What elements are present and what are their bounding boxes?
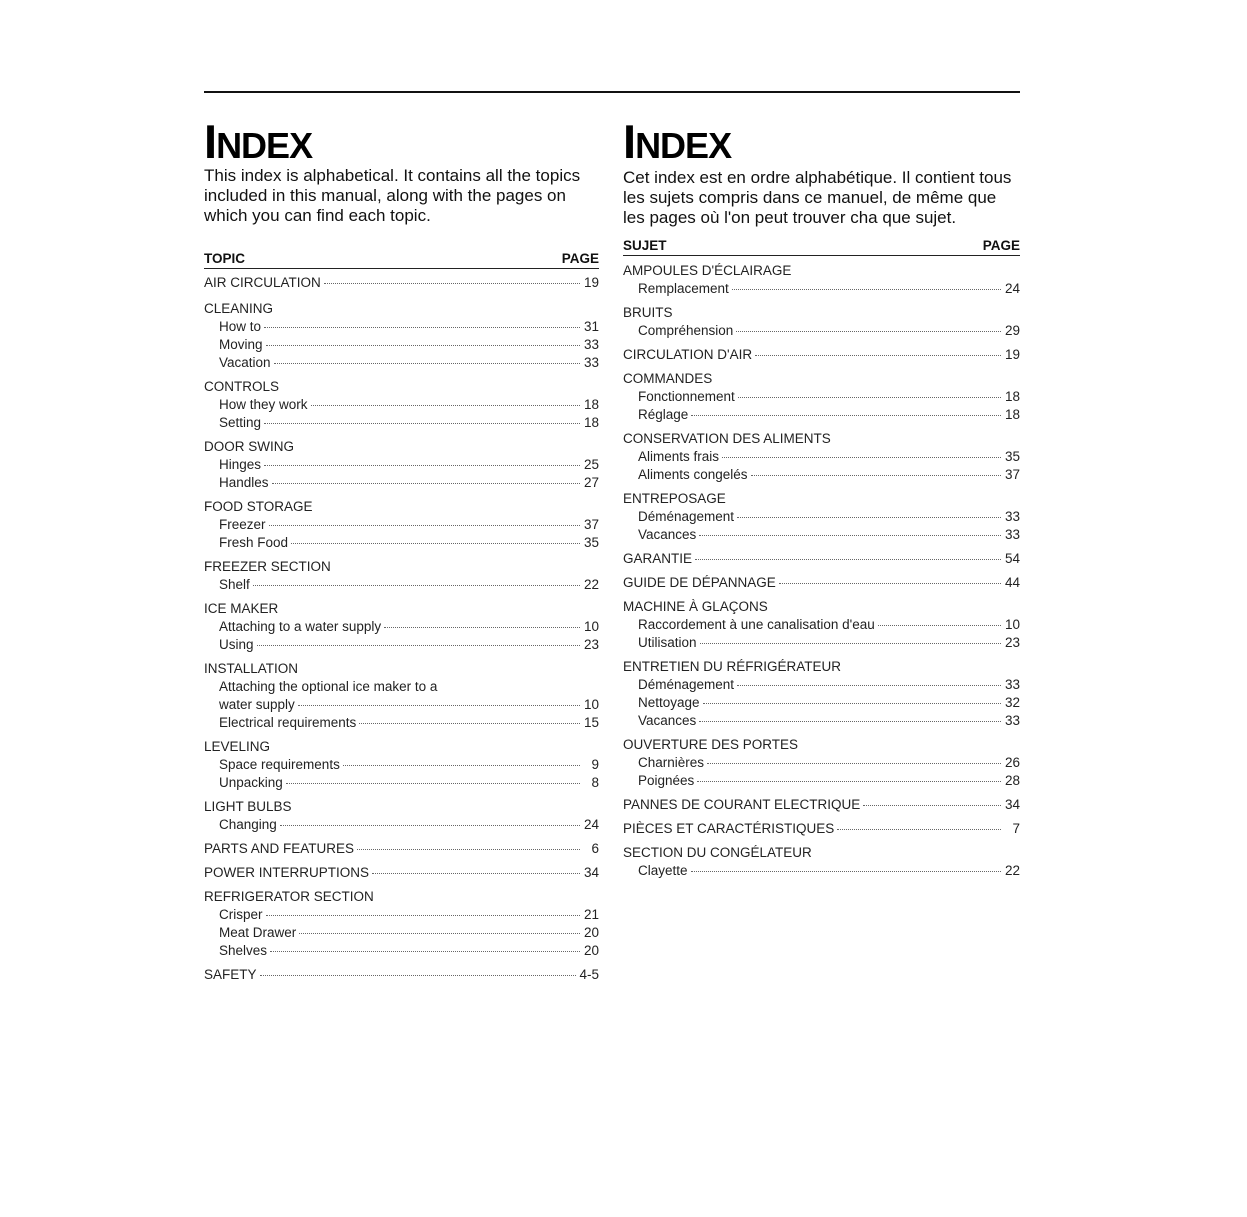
dot-leader [270,951,580,952]
index-entry [204,600,599,654]
entry-label: Fonctionnement [638,389,735,404]
index-intro: This index is alphabetical. It contains all the topics included in this manual, along with the pages on which you can find each topic. [204,166,581,225]
entry-label: SAFETY [204,967,257,982]
entry-label: CIRCULATION D'AIR [623,347,753,362]
index-topic-row [204,864,599,882]
entry-label: SECTION DU CONGÉLATEUR [623,845,812,860]
index-topic-row [204,840,599,858]
entry-label: Utilisation [638,635,697,650]
english-index-column [204,108,599,990]
index-subtopic-row [623,448,1020,466]
index-subtopic-row [623,388,1020,406]
entry-label: Changing [219,817,277,832]
index-entry [623,598,1020,652]
index-topic-row [204,378,599,396]
index-subtopic-row [204,456,599,474]
page-number: 33 [1004,509,1020,524]
page-number: 33 [583,355,599,370]
dot-leader [736,331,1001,332]
dot-leader [384,627,580,628]
dot-leader [343,765,580,766]
top-divider-rule [204,91,1020,93]
index-subtopic-row [204,774,599,792]
entry-label: REFRIGERATOR SECTION [204,889,374,904]
index-entry [204,300,599,372]
index-subtopic-row [204,618,599,636]
index-topic-row [623,490,1020,508]
index-entry [623,658,1020,730]
page-number: 4-5 [579,967,599,982]
index-topic-row [204,738,599,756]
entry-label: Fresh Food [219,535,289,550]
dot-leader [372,873,580,874]
dot-leader [700,643,1001,644]
index-topic-row [204,966,599,984]
topic-column-label: TOPIC [204,251,246,266]
entry-label: Vacances [638,527,697,542]
page-number: 24 [583,817,599,832]
index-topic-row [623,262,1020,280]
dot-leader [357,849,580,850]
dot-leader [751,475,1001,476]
entry-label: Attaching the optional ice maker to a [219,679,438,694]
index-topic-row [623,370,1020,388]
page-number: 19 [583,275,599,290]
dot-leader [264,423,580,424]
index-entry [204,798,599,834]
entry-label: CONTROLS [204,379,280,394]
page-number: 33 [583,337,599,352]
dot-leader [691,415,1001,416]
entry-label: ENTREPOSAGE [623,491,726,506]
entry-label: Nettoyage [638,695,700,710]
page-number: 27 [583,475,599,490]
page-number: 25 [583,457,599,472]
index-title [623,108,1020,168]
index-subtopic-row [623,712,1020,730]
column-header [204,251,599,269]
entry-label: How to [219,319,262,334]
dot-leader [863,805,1001,806]
entry-label: Compréhension [638,323,734,338]
page-column-label: PAGE [982,238,1020,253]
index-entry [623,796,1020,814]
index-entries [204,274,599,984]
index-subtopic-row [204,906,599,924]
index-subtopic-row [623,694,1020,712]
dot-leader [691,871,1001,872]
index-subtopic-row [623,526,1020,544]
index-entry [204,378,599,432]
index-entry [204,274,599,292]
index-topic-row [204,660,599,678]
entry-label: ICE MAKER [204,601,279,616]
index-topic-row [204,558,599,576]
page-number: 44 [1004,575,1020,590]
index-subtopic-row [204,576,599,594]
index-subtopic-row [623,406,1020,424]
index-topic-row [623,346,1020,364]
dot-leader [280,825,580,826]
page-number: 23 [583,637,599,652]
dot-leader [837,829,1001,830]
page-number: 24 [1004,281,1020,296]
entry-label: Space requirements [219,757,340,772]
page-number: 20 [583,943,599,958]
index-entry [204,864,599,882]
page-number: 10 [1004,617,1020,632]
entry-label: FOOD STORAGE [204,499,313,514]
dot-leader [274,363,580,364]
index-subtopic-row [623,508,1020,526]
page-column-label: PAGE [561,251,599,266]
entry-label: Attaching to a water supply [219,619,382,634]
entry-label: water supply [219,697,295,712]
page-number: 33 [1004,527,1020,542]
entry-label: COMMANDES [623,371,713,386]
entry-label: INSTALLATION [204,661,299,676]
entry-label: CLEANING [204,301,274,316]
index-subtopic-row [623,754,1020,772]
dot-leader [269,525,580,526]
index-subtopic-row [204,414,599,432]
page-number: 8 [591,775,599,790]
entry-label: Vacances [638,713,697,728]
entry-label: Charnières [638,755,705,770]
index-topic-row [623,574,1020,592]
dot-leader [253,585,580,586]
entry-label: Déménagement [638,509,735,524]
dot-leader [755,355,1001,356]
index-entry [623,490,1020,544]
entry-label: OUVERTURE DES PORTES [623,737,799,752]
index-entry [204,888,599,960]
page-number: 26 [1004,755,1020,770]
index-entry [204,498,599,552]
entry-label: Remplacement [638,281,729,296]
index-subtopic-row [204,534,599,552]
page-number: 9 [591,757,599,772]
index-subtopic-row [623,772,1020,790]
dot-leader [732,289,1001,290]
entry-label: Using [219,637,254,652]
entry-label: Electrical requirements [219,715,357,730]
entry-label: Shelves [219,943,268,958]
index-entries [623,262,1020,880]
entry-label: LIGHT BULBS [204,799,292,814]
entry-label: MACHINE À GLAÇONS [623,599,768,614]
page-number: 18 [583,415,599,430]
index-topic-row [623,658,1020,676]
entry-label: Réglage [638,407,689,422]
entry-label: POWER INTERRUPTIONS [204,865,370,880]
dot-leader [311,405,580,406]
dot-leader [286,783,580,784]
index-subtopic-row [204,318,599,336]
entry-label: AMPOULES D'ÉCLAIRAGE [623,263,792,278]
page-number: 20 [583,925,599,940]
entry-label: Meat Drawer [219,925,297,940]
page-number: 28 [1004,773,1020,788]
index-topic-row [204,888,599,906]
dot-leader [697,781,1001,782]
index-topic-row [623,598,1020,616]
index-subtopic-row [204,396,599,414]
page-number: 31 [583,319,599,334]
index-subtopic-row [204,696,599,714]
index-entry [623,574,1020,592]
index-subtopic-row [204,516,599,534]
dot-leader [737,685,1001,686]
index-title-rest: NDEX [635,125,732,166]
entry-label: How they work [219,397,308,412]
entry-label: Raccordement à une canalisation d'eau [638,617,875,632]
dot-leader [695,559,1001,560]
index-subtopic-row [204,816,599,834]
index-topic-row [623,844,1020,862]
index-title-rest: NDEX [216,125,313,166]
index-topic-row [623,430,1020,448]
entry-label: GARANTIE [623,551,693,566]
index-entry [204,966,599,984]
dot-leader [264,465,580,466]
index-entry [623,262,1020,298]
index-topic-row [623,820,1020,838]
index-subtopic-row [623,862,1020,880]
index-subtopic-row [623,634,1020,652]
page-number: 22 [1004,863,1020,878]
index-topic-row [623,736,1020,754]
dot-leader [266,345,580,346]
index-entry [204,438,599,492]
index-topic-row [204,798,599,816]
page-number: 7 [1012,821,1020,836]
column-header [623,238,1020,256]
dot-leader [299,933,580,934]
page-number: 33 [1004,713,1020,728]
page-number: 37 [1004,467,1020,482]
entry-label: Freezer [219,517,266,532]
index-entry [204,840,599,858]
entry-label: GUIDE DE DÉPANNAGE [623,575,776,590]
index-intro: Cet index est en ordre alphabétique. Il contient tous les sujets compris dans ce manuel, de même que les pages où l'on peut trouver cha que sujet. [623,168,1012,227]
dot-leader [291,543,580,544]
page-number: 35 [583,535,599,550]
dot-leader [737,517,1001,518]
dot-leader [699,721,1001,722]
entry-label: LEVELING [204,739,271,754]
page-number: 21 [583,907,599,922]
index-subtopic-row [623,466,1020,484]
index-subtopic-row [623,322,1020,340]
index-subtopic-row [204,942,599,960]
index-entry [204,660,599,732]
dot-leader [266,915,580,916]
entry-label: Aliments congelés [638,467,748,482]
index-subtopic-row [623,616,1020,634]
index-topic-row [204,600,599,618]
index-entry [623,370,1020,424]
index-subtopic-row [623,676,1020,694]
page-number: 6 [591,841,599,856]
index-subtopic-row [204,678,599,696]
index-topic-row [204,274,599,292]
dot-leader [699,535,1001,536]
entry-label: DOOR SWING [204,439,294,454]
index-title-initial: I [204,115,217,168]
index-subtopic-row [204,714,599,732]
index-topic-row [204,300,599,318]
entry-label: Unpacking [219,775,283,790]
entry-label: Clayette [638,863,688,878]
index-subtopic-row [204,756,599,774]
dot-leader [272,483,580,484]
page-number: 33 [1004,677,1020,692]
page-number: 54 [1004,551,1020,566]
entry-label: PIÈCES ET CARACTÉRISTIQUES [623,821,835,836]
dot-leader [359,723,580,724]
dot-leader [264,327,580,328]
index-entry [623,346,1020,364]
dot-leader [324,283,580,284]
dot-leader [260,975,577,976]
page-number: 34 [583,865,599,880]
french-index-column [623,108,1020,886]
page-number: 18 [1004,407,1020,422]
page-number: 10 [583,697,599,712]
entry-label: PANNES DE COURANT ELECTRIQUE [623,797,861,812]
index-entry [623,304,1020,340]
index-title-initial: I [623,115,636,168]
index-subtopic-row [204,924,599,942]
index-entry [623,736,1020,790]
entry-label: CONSERVATION DES ALIMENTS [623,431,831,446]
index-subtopic-row [204,354,599,372]
index-entry [623,430,1020,484]
page-number: 29 [1004,323,1020,338]
index-title [204,108,599,168]
topic-column-label: SUJET [623,238,667,253]
entry-label: Déménagement [638,677,735,692]
entry-label: FREEZER SECTION [204,559,331,574]
index-entry [204,738,599,792]
entry-label: Poignées [638,773,695,788]
page-number: 15 [583,715,599,730]
page-number: 19 [1004,347,1020,362]
index-subtopic-row [623,280,1020,298]
index-topic-row [623,796,1020,814]
entry-label: Setting [219,415,262,430]
page-number: 34 [1004,797,1020,812]
entry-label: AIR CIRCULATION [204,275,321,290]
dot-leader [722,457,1001,458]
index-subtopic-row [204,636,599,654]
index-entry [623,550,1020,568]
page-number: 35 [1004,449,1020,464]
dot-leader [878,625,1001,626]
page-number: 32 [1004,695,1020,710]
page-number: 18 [1004,389,1020,404]
page-number: 10 [583,619,599,634]
page-number: 37 [583,517,599,532]
entry-label: Vacation [219,355,271,370]
page-number: 22 [583,577,599,592]
page-number: 18 [583,397,599,412]
entry-label: PARTS AND FEATURES [204,841,355,856]
entry-label: Crisper [219,907,263,922]
index-topic-row [204,498,599,516]
entry-label: Hinges [219,457,262,472]
dot-leader [703,703,1001,704]
dot-leader [257,645,580,646]
entry-label: Handles [219,475,269,490]
index-topic-row [204,438,599,456]
dot-leader [707,763,1001,764]
index-topic-row [623,304,1020,322]
dot-leader [779,583,1001,584]
index-subtopic-row [204,474,599,492]
entry-label: Aliments frais [638,449,720,464]
entry-label: Shelf [219,577,250,592]
entry-label: ENTRETIEN DU RÉFRIGÉRATEUR [623,659,842,674]
index-subtopic-row [204,336,599,354]
page-number: 23 [1004,635,1020,650]
index-entry [204,558,599,594]
entry-label: Moving [219,337,263,352]
dot-leader [738,397,1001,398]
index-topic-row [623,550,1020,568]
index-entry [623,844,1020,880]
entry-label: BRUITS [623,305,673,320]
index-entry [623,820,1020,838]
dot-leader [298,705,580,706]
